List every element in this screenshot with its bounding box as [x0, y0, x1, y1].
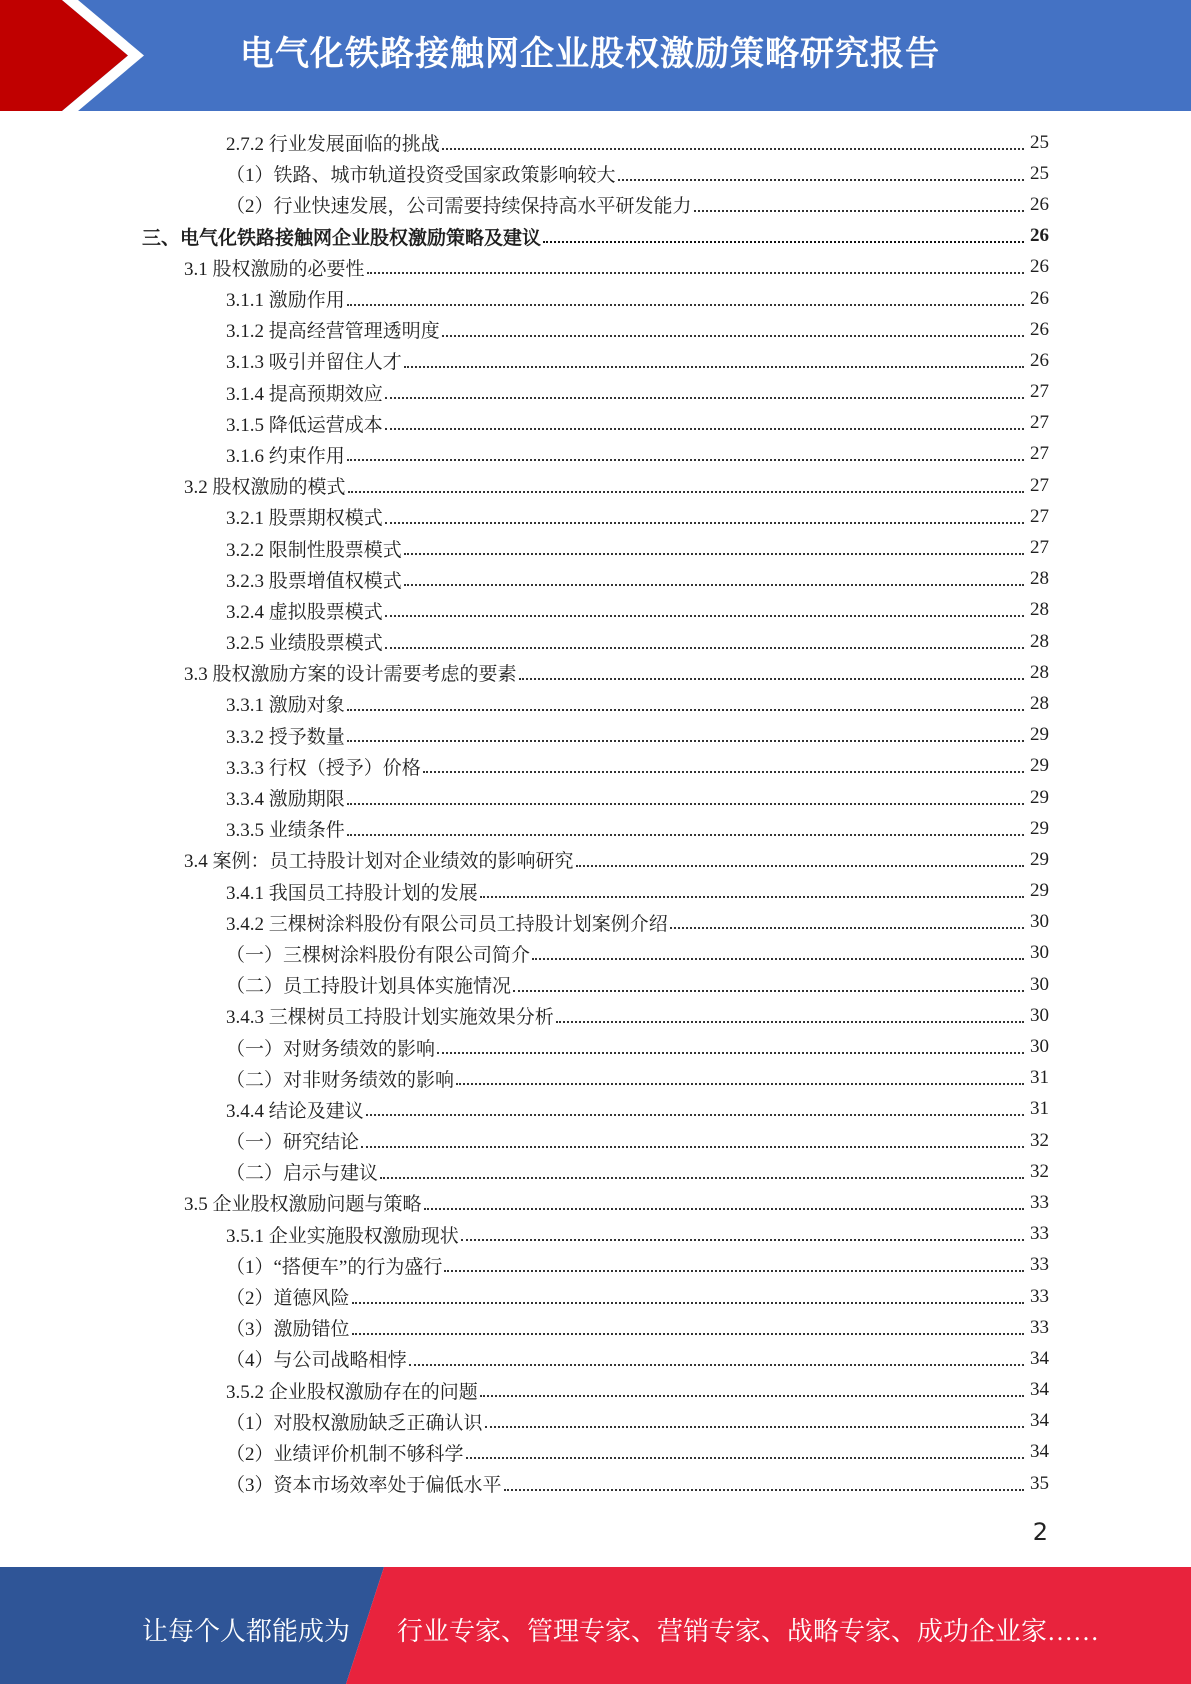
toc-entry-page: 33 — [1030, 1254, 1049, 1276]
document-title: 电气化铁路接触网企业股权激励策略研究报告 — [240, 34, 940, 74]
toc-entry[interactable] — [0, 1000, 1191, 1031]
toc-entry-label: 3.1 股权激励的必要性 — [184, 258, 365, 280]
toc-entry-page: 26 — [1030, 256, 1049, 278]
toc-entry-page: 27 — [1030, 474, 1049, 496]
toc-dot-leader — [352, 1333, 1024, 1335]
toc-entry[interactable] — [0, 470, 1191, 501]
toc-entry-page: 29 — [1030, 724, 1049, 746]
toc-entry-label: 3.3.5 业绩条件 — [226, 820, 345, 842]
toc-dot-leader — [385, 647, 1024, 649]
toc-entry[interactable] — [0, 1468, 1191, 1499]
toc-entry-page: 33 — [1030, 1223, 1049, 1245]
toc-dot-leader — [404, 584, 1024, 586]
toc-entry-page: 34 — [1030, 1410, 1049, 1432]
toc-entry[interactable] — [0, 1125, 1191, 1156]
toc-entry-label: 3.5.2 企业股权激励存在的问题 — [226, 1381, 478, 1403]
toc-entry-page: 31 — [1030, 1098, 1049, 1120]
toc-dot-leader — [424, 1208, 1024, 1210]
toc-entry[interactable] — [0, 408, 1191, 439]
toc-entry[interactable] — [0, 564, 1191, 595]
toc-entry-page: 30 — [1030, 911, 1049, 933]
toc-entry-label: 3.2.2 限制性股票模式 — [226, 539, 402, 561]
toc-dot-leader — [485, 1426, 1024, 1428]
toc-dot-leader — [576, 865, 1024, 867]
toc-entry-label: 3.2.5 业绩股票模式 — [226, 633, 383, 655]
toc-dot-leader — [442, 335, 1024, 337]
toc-entry[interactable] — [0, 314, 1191, 345]
toc-entry[interactable] — [0, 1343, 1191, 1374]
toc-entry-page: 34 — [1030, 1441, 1049, 1463]
toc-entry-label: 3.1.2 提高经营管理透明度 — [226, 321, 440, 343]
toc-entry-label: 3.1.6 约束作用 — [226, 445, 345, 467]
toc-entry[interactable] — [0, 127, 1191, 158]
toc-entry-page: 29 — [1030, 880, 1049, 902]
toc-entry-page: 26 — [1030, 225, 1049, 247]
toc-entry-page: 25 — [1030, 162, 1049, 184]
toc-entry-label: 3.4.4 结论及建议 — [226, 1100, 364, 1122]
toc-dot-leader — [444, 1270, 1024, 1272]
toc-entry[interactable] — [0, 283, 1191, 314]
toc-entry[interactable] — [0, 158, 1191, 189]
toc-entry-label: 3.3.3 行权（授予）价格 — [226, 757, 421, 779]
toc-entry-label: 3.4.2 三棵树涂料股份有限公司员工持股计划案例介绍 — [226, 913, 668, 935]
toc-entry-page: 26 — [1030, 287, 1049, 309]
toc-dot-leader — [404, 366, 1024, 368]
toc-entry[interactable] — [0, 1406, 1191, 1437]
toc-dot-leader — [366, 1114, 1024, 1116]
toc-dot-leader — [361, 1146, 1024, 1148]
toc-entry-label: 3.4 案例：员工持股计划对企业绩效的影响研究 — [184, 851, 574, 873]
toc-entry[interactable] — [0, 782, 1191, 813]
toc-entry-page: 32 — [1030, 1160, 1049, 1182]
toc-entry-page: 30 — [1030, 942, 1049, 964]
toc-dot-leader — [347, 740, 1024, 742]
toc-entry-label: （一）三棵树涂料股份有限公司简介 — [226, 944, 531, 966]
toc-dot-leader — [532, 958, 1024, 960]
toc-entry-page: 27 — [1030, 381, 1049, 403]
toc-entry-label: 3.5.1 企业实施股权激励现状 — [226, 1225, 459, 1247]
toc-entry-label: 3.4.1 我国员工持股计划的发展 — [226, 882, 478, 904]
toc-entry-label: 三、电气化铁路接触网企业股权激励策略及建议 — [142, 227, 542, 249]
toc-dot-leader — [461, 1239, 1024, 1241]
toc-dot-leader — [543, 241, 1024, 243]
toc-entry[interactable] — [0, 1250, 1191, 1281]
toc-dot-leader — [556, 1021, 1024, 1023]
footer-slogan-left: 让每个人都能成为 — [142, 1617, 351, 1646]
toc-entry-label: （2）行业快速发展，公司需要持续保持高水平研发能力 — [226, 196, 692, 218]
toc-entry[interactable] — [0, 1375, 1191, 1406]
toc-entry-page: 29 — [1030, 848, 1049, 870]
toc-entry[interactable] — [0, 688, 1191, 719]
toc-entry-label: 3.2 股权激励的模式 — [184, 477, 346, 499]
toc-entry-page: 26 — [1030, 349, 1049, 371]
toc-entry[interactable] — [0, 1063, 1191, 1094]
toc-dot-leader — [504, 1489, 1024, 1491]
toc-entry[interactable] — [0, 221, 1191, 252]
toc-entry[interactable] — [0, 938, 1191, 969]
toc-entry[interactable] — [0, 1312, 1191, 1343]
toc-entry-label: （1）“搭便车”的行为盛行 — [226, 1256, 443, 1278]
toc-entry-page: 28 — [1030, 692, 1049, 714]
toc-entry-page: 31 — [1030, 1067, 1049, 1089]
toc-entry[interactable] — [0, 1031, 1191, 1062]
toc-entry-label: （3）激励错位 — [226, 1319, 350, 1341]
toc-dot-leader — [385, 428, 1024, 430]
toc-dot-leader — [347, 709, 1024, 711]
toc-dot-leader — [442, 148, 1024, 150]
toc-entry-label: （3）资本市场效率处于偏低水平 — [226, 1475, 502, 1497]
toc-dot-leader — [618, 179, 1024, 181]
toc-dot-leader — [456, 1083, 1024, 1085]
toc-dot-leader — [347, 459, 1024, 461]
toc-dot-leader — [519, 678, 1024, 680]
footer-band — [0, 1567, 1191, 1684]
toc-entry[interactable] — [0, 1156, 1191, 1187]
toc-dot-leader — [385, 522, 1024, 524]
toc-entry-label: （一）对财务绩效的影响 — [226, 1038, 436, 1060]
toc-entry-page: 27 — [1030, 537, 1049, 559]
toc-entry-label: 3.5 企业股权激励问题与策略 — [184, 1194, 422, 1216]
toc-entry-label: 3.3.1 激励对象 — [226, 695, 345, 717]
toc-entry[interactable] — [0, 1219, 1191, 1250]
toc-entry-page: 28 — [1030, 661, 1049, 683]
toc-entry-page: 33 — [1030, 1191, 1049, 1213]
toc-dot-leader — [385, 397, 1024, 399]
toc-entry[interactable] — [0, 720, 1191, 751]
toc-entry-page: 27 — [1030, 505, 1049, 527]
toc-entry-label: （二）员工持股计划具体实施情况 — [226, 976, 512, 998]
toc-entry[interactable] — [0, 252, 1191, 283]
toc-dot-leader — [385, 615, 1024, 617]
toc-entry-page: 28 — [1030, 630, 1049, 652]
toc-dot-leader — [352, 1302, 1024, 1304]
toc-dot-leader — [347, 834, 1024, 836]
toc-entry[interactable] — [0, 345, 1191, 376]
toc-entry[interactable] — [0, 1094, 1191, 1125]
toc-entry-page: 35 — [1030, 1472, 1049, 1494]
toc-entry[interactable] — [0, 657, 1191, 688]
toc-entry-label: 2.7.2 行业发展面临的挑战 — [226, 134, 440, 156]
toc-entry-label: （一）研究结论 — [226, 1132, 360, 1154]
toc-entry-label: （二）启示与建议 — [226, 1163, 379, 1185]
header-band — [0, 0, 1191, 111]
toc-dot-leader — [480, 896, 1024, 898]
toc-entry-label: （2）道德风险 — [226, 1288, 350, 1310]
toc-entry-page: 34 — [1030, 1379, 1049, 1401]
footer-slogan-right: 行业专家、管理专家、营销专家、战略专家、成功企业家…… — [397, 1617, 1100, 1646]
toc-dot-leader — [513, 990, 1024, 992]
toc-entry-page: 27 — [1030, 443, 1049, 465]
toc-entry-label: 3.2.4 虚拟股票模式 — [226, 601, 383, 623]
toc-entry[interactable] — [0, 813, 1191, 844]
toc-entry-label: 3.1.3 吸引并留住人才 — [226, 352, 402, 374]
toc-entry-page: 33 — [1030, 1316, 1049, 1338]
toc-entry-page: 30 — [1030, 1036, 1049, 1058]
toc-entry-page: 28 — [1030, 599, 1049, 621]
toc-dot-leader — [670, 927, 1024, 929]
toc-entry[interactable] — [0, 439, 1191, 470]
toc-entry-page: 26 — [1030, 193, 1049, 215]
toc-entry-label: 3.1.5 降低运营成本 — [226, 414, 383, 436]
table-of-contents — [0, 127, 1191, 1499]
toc-entry-page: 26 — [1030, 318, 1049, 340]
toc-dot-leader — [380, 1177, 1024, 1179]
toc-entry[interactable] — [0, 1437, 1191, 1468]
toc-entry-label: 3.1.1 激励作用 — [226, 290, 345, 312]
toc-entry[interactable] — [0, 626, 1191, 657]
toc-entry-page: 30 — [1030, 1004, 1049, 1026]
toc-dot-leader — [347, 803, 1024, 805]
toc-entry-label: （二）对非财务绩效的影响 — [226, 1069, 455, 1091]
toc-entry-label: 3.2.3 股票增值权模式 — [226, 570, 402, 592]
toc-entry[interactable] — [0, 377, 1191, 408]
toc-dot-leader — [694, 210, 1024, 212]
toc-dot-leader — [367, 272, 1024, 274]
page-number: 2 — [1032, 1518, 1048, 1546]
toc-entry-label: （1）对股权激励缺乏正确认识 — [226, 1412, 483, 1434]
toc-entry[interactable] — [0, 751, 1191, 782]
toc-dot-leader — [348, 491, 1024, 493]
toc-dot-leader — [404, 553, 1024, 555]
toc-entry-page: 28 — [1030, 568, 1049, 590]
toc-entry[interactable] — [0, 1187, 1191, 1218]
toc-entry[interactable] — [0, 844, 1191, 875]
toc-entry-page: 27 — [1030, 412, 1049, 434]
toc-entry-label: （1）铁路、城市轨道投资受国家政策影响较大 — [226, 165, 616, 187]
toc-entry-page: 29 — [1030, 786, 1049, 808]
toc-entry[interactable] — [0, 501, 1191, 532]
toc-dot-leader — [437, 1052, 1024, 1054]
toc-dot-leader — [347, 304, 1024, 306]
toc-entry[interactable] — [0, 969, 1191, 1000]
toc-entry-label: 3.3.4 激励期限 — [226, 789, 345, 811]
toc-entry-label: （2）业绩评价机制不够科学 — [226, 1443, 464, 1465]
toc-entry-page: 33 — [1030, 1285, 1049, 1307]
toc-entry-page: 25 — [1030, 131, 1049, 153]
toc-entry[interactable] — [0, 595, 1191, 626]
toc-entry[interactable] — [0, 907, 1191, 938]
toc-entry-page: 30 — [1030, 973, 1049, 995]
toc-entry-page: 34 — [1030, 1347, 1049, 1369]
toc-dot-leader — [480, 1395, 1024, 1397]
toc-dot-leader — [466, 1457, 1024, 1459]
toc-entry[interactable] — [0, 876, 1191, 907]
toc-entry-page: 29 — [1030, 817, 1049, 839]
toc-entry-label: 3.2.1 股票期权模式 — [226, 508, 383, 530]
header-arrow-decoration — [0, 0, 160, 111]
toc-entry[interactable] — [0, 532, 1191, 563]
toc-entry-label: （4）与公司战略相悖 — [226, 1350, 407, 1372]
toc-dot-leader — [423, 771, 1024, 773]
toc-entry-label: 3.1.4 提高预期效应 — [226, 383, 383, 405]
toc-entry-page: 29 — [1030, 755, 1049, 777]
toc-entry-label: 3.3.2 授予数量 — [226, 726, 345, 748]
toc-entry[interactable] — [0, 189, 1191, 220]
toc-dot-leader — [409, 1364, 1024, 1366]
toc-entry-page: 32 — [1030, 1129, 1049, 1151]
toc-entry-label: 3.3 股权激励方案的设计需要考虑的要素 — [184, 664, 517, 686]
toc-entry-label: 3.4.3 三棵树员工持股计划实施效果分析 — [226, 1007, 554, 1029]
toc-entry[interactable] — [0, 1281, 1191, 1312]
